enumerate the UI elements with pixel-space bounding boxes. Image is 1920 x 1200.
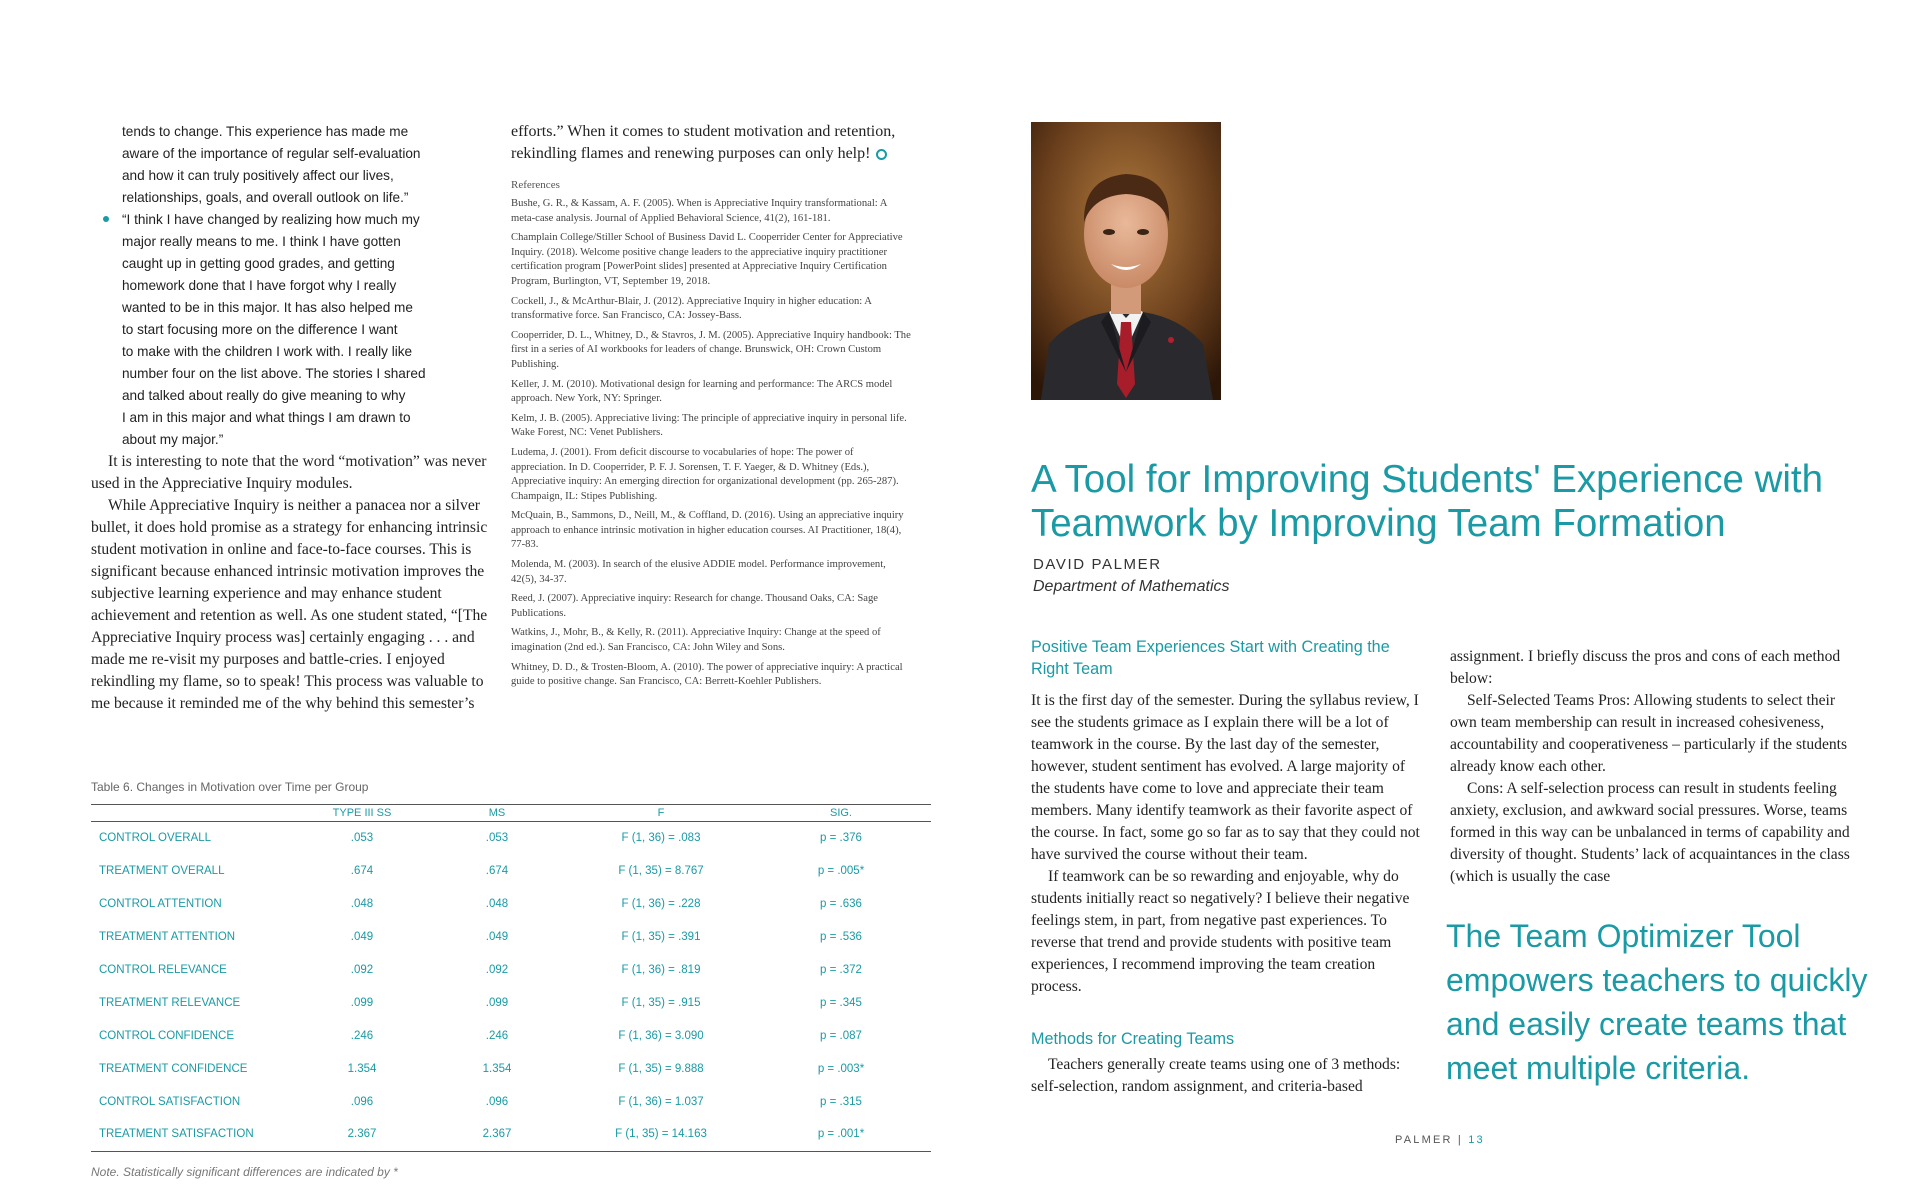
section-heading: Positive Team Experiences Start with Creating the Right Team bbox=[1031, 638, 1390, 678]
pull-quote-line: and easily create teams that bbox=[1446, 1006, 1847, 1042]
quote-line: “I think I have changed by realizing how much my bbox=[122, 212, 420, 227]
table-cell: .053 bbox=[350, 832, 374, 845]
column-header: SIG. bbox=[751, 805, 931, 822]
section-heading: Methods for Creating Teams bbox=[1031, 1030, 1235, 1048]
quote-line: major really means to me. I think I have gotten bbox=[122, 234, 401, 249]
quote-line: to make with the children I work with. I really like bbox=[122, 344, 413, 359]
table-cell: TREATMENT RELEVANCE bbox=[99, 996, 241, 1009]
column-header: F bbox=[571, 805, 751, 822]
table-note: Note. Statistically significant differences are indicated by * bbox=[91, 1164, 398, 1179]
table-cell: .674 bbox=[350, 865, 374, 878]
table-cell: 1.354 bbox=[347, 1062, 377, 1075]
body-paragraph: It is the first day of the semester. During the syllabus review, I see the students grimace as I explain there will be a lot of teamwork in the course. By the last day of the semester, however, student sentiment has evolved. A large majority of the students have come to love and appreciate their team members. Many identify teamwork as their favorite aspect of the course. In fact, some go so far as to say that they could not have survived the course without their team. bbox=[1031, 692, 1420, 863]
author-portrait bbox=[1031, 122, 1221, 400]
body-paragraph: It is interesting to note that the word “motivation” was never used in the Appreciative Inquiry modules. bbox=[91, 453, 487, 492]
table-cell: .053 bbox=[485, 832, 509, 845]
quote-line: homework done that I have forgot why I really bbox=[122, 278, 397, 293]
table-cell: 2.367 bbox=[423, 1118, 571, 1151]
column-header: TYPE III SS bbox=[301, 805, 423, 822]
table-caption: Table 6. Changes in Motivation over Time per Group bbox=[91, 780, 369, 794]
table-cell: F (1, 35) = 14.163 bbox=[571, 1118, 751, 1151]
table-cell: p = .345 bbox=[820, 996, 862, 1009]
reference-item: Reed, J. (2007). Appreciative inquiry: Research for change. Thousand Oaks, CA: Sage Publications. bbox=[511, 593, 878, 619]
table-header-row bbox=[91, 805, 931, 822]
table-row bbox=[91, 1085, 931, 1118]
table-cell: TREATMENT CONFIDENCE bbox=[99, 1062, 248, 1075]
table-row bbox=[91, 855, 931, 888]
reference-item: Kelm, J. B. (2005). Appreciative living: The principle of appreciative inquiry in personal life. Wake Forest, NC: Venet Publishers. bbox=[511, 412, 907, 439]
quote-line: and talked about really do give meaning to why bbox=[122, 388, 406, 403]
quote-line: and how it can truly positively affect our lives, bbox=[122, 168, 394, 183]
table-cell: .246 bbox=[350, 1029, 374, 1042]
reference-item: Whitney, D. D., & Trosten-Bloom, A. (2010). The power of appreciative inquiry: A practical guide to positive change. San Francisco, CA: Berrett-Koehler Publishers. bbox=[511, 661, 903, 688]
student-quote-2 bbox=[91, 209, 489, 451]
body-paragraph: If teamwork can be so rewarding and enjoyable, why do students initially react so negatively? I believe their negative feelings stem, in part, from negative past experiences. To reverse that trend and provide students with positive team experiences, I recommend improving the team creation process. bbox=[1031, 868, 1410, 995]
footer-separator: | bbox=[1457, 1134, 1463, 1146]
pull-quote-line: meet multiple criteria. bbox=[1446, 1050, 1751, 1086]
table-6 bbox=[91, 780, 931, 1179]
table-cell: .092 bbox=[350, 964, 374, 976]
table-cell: p = .087 bbox=[820, 1029, 862, 1042]
column-header: MS bbox=[423, 805, 571, 822]
article-title: A Tool for Improving Students' Experience with Teamwork by Improving Team Formation bbox=[1031, 458, 1824, 545]
table-cell: F (1, 35) = 8.767 bbox=[618, 865, 704, 878]
table-cell: CONTROL OVERALL bbox=[99, 832, 212, 845]
table-cell: p = .636 bbox=[820, 898, 862, 911]
table-cell: .099 bbox=[350, 996, 374, 1009]
table-cell: .049 bbox=[485, 931, 509, 944]
table-cell: F (1, 36) = .228 bbox=[621, 898, 701, 911]
quote-line: wanted to be in this major. It has also helped me bbox=[122, 300, 413, 315]
pull-quote bbox=[1446, 914, 1886, 1090]
footer-author: PALMER bbox=[1395, 1134, 1453, 1146]
reference-item: Watkins, J., Mohr, B., & Kelly, R. (2011). Appreciative Inquiry: Change at the speed of imagination (2nd ed.). San Francisco, CA: John Wiley and Sons. bbox=[511, 627, 881, 654]
table-row bbox=[91, 822, 931, 855]
reference-item: Molenda, M. (2003). In search of the elusive ADDIE model. Performance improvement, 42(5), 34-37. bbox=[511, 559, 886, 585]
author-department: Department of Mathematics bbox=[1033, 578, 1230, 595]
table-cell: .092 bbox=[485, 964, 509, 976]
table-row bbox=[91, 888, 931, 921]
author-name: DAVID PALMER bbox=[1033, 556, 1162, 573]
body-paragraph: assignment. I briefly discuss the pros and cons of each method below: bbox=[1450, 648, 1841, 687]
left-body-text bbox=[91, 451, 489, 715]
body-paragraph: Self-Selected Teams Pros: Allowing students to select their own team membership can result in increased cohesiveness, accountability and cooperativeness – particularly if the students already know each other. bbox=[1450, 692, 1848, 775]
references-list bbox=[511, 197, 911, 690]
table-cell: F (1, 36) = .083 bbox=[621, 832, 701, 845]
reference-item: Bushe, G. R., & Kassam, A. F. (2005). When is Appreciative Inquiry transformational: A meta-case analysis. Journal of Applied Behavioral Science, 41(2), 161-181. bbox=[511, 198, 887, 224]
quote-line: number four on the list above. The stories I shared bbox=[122, 366, 426, 381]
body-paragraph: Teachers generally create teams using one of 3 methods: self-selection, random assignment, and criteria-based bbox=[1031, 1056, 1401, 1095]
table-cell: 1.354 bbox=[482, 1062, 512, 1075]
quote-line: relationships, goals, and overall outlook on life.” bbox=[122, 190, 409, 205]
body-paragraph: While Appreciative Inquiry is neither a panacea nor a silver bullet, it does hold promise as a strategy for enhancing intrinsic student motivation in online and face-to-face courses. This is significant because enhanced intrinsic motivation improves the subjective learning experience and may enhance student achievement and retention as well. As one student stated, “[The Appreciative Inquiry process was] certainly engaging . . . and made me re-visit my purposes and battle-cries. I enjoyed rekindling my flame, so to speak! This process was valuable to me because it reminded me of the why behind this semester’s bbox=[91, 497, 488, 712]
reference-item: Ludema, J. (2001). From deficit discourse to vocabularies of hope: The power of appreciation. In D. Cooperrider, P. F. J. Sorensen, T. F. Yaeger, & D. Whitney (Eds.), Appreciative inquiry: An emerging direction for organizational development (pp. 265-287). Champaign, IL: Stipes Publishing. bbox=[511, 446, 899, 502]
table-cell: p = .376 bbox=[820, 832, 862, 845]
table-cell: F (1, 35) = .915 bbox=[621, 996, 701, 1009]
table-cell: 2.367 bbox=[301, 1118, 423, 1151]
reference-item: Champlain College/Stiller School of Business David L. Cooperrider Center for Appreciative Inquiry. (2018). Welcome positive change leaders to the appreciative inquiry practitioner certification program [PowerPoint slides] presented at Appreciative Inquiry Certification Program, Burlington, VT, September 19, 2018. bbox=[511, 232, 903, 287]
continuation-text: efforts.” When it comes to student motivation and retention, rekindling flames and renewing purposes can only help! bbox=[511, 123, 896, 162]
table-cell: CONTROL RELEVANCE bbox=[99, 964, 227, 976]
table-cell: .099 bbox=[485, 996, 509, 1009]
table-cell: .246 bbox=[485, 1029, 509, 1042]
table-cell: .048 bbox=[350, 898, 374, 911]
continuation-paragraph bbox=[511, 121, 911, 165]
table-cell: p = .372 bbox=[820, 964, 862, 976]
body-paragraph: Cons: A self-selection process can result in students feeling anxiety, exclusion, and awkward social pressures. Worse, teams formed in this way can be unbalanced in terms of capability and diversity of thought. Students’ lack of acquaintances in the class (which is usually the case bbox=[1450, 780, 1850, 885]
quote-line: I am in this major and what things I am drawn to bbox=[122, 410, 411, 425]
table-row bbox=[91, 954, 931, 987]
bullet-icon bbox=[103, 216, 109, 222]
quote-line: to start focusing more on the difference I want bbox=[122, 322, 398, 337]
table-cell: CONTROL ATTENTION bbox=[99, 898, 222, 911]
table-cell: F (1, 36) = .819 bbox=[621, 964, 701, 976]
table-row bbox=[91, 986, 931, 1019]
quote-line: about my major.” bbox=[122, 432, 224, 447]
table-row bbox=[91, 921, 931, 954]
pull-quote-line: The Team Optimizer Tool bbox=[1446, 918, 1801, 954]
end-mark-icon bbox=[876, 149, 887, 160]
table-cell: F (1, 35) = .391 bbox=[621, 931, 701, 944]
left-column bbox=[91, 121, 489, 715]
table-cell: .048 bbox=[485, 898, 509, 911]
table-cell: F (1, 36) = 1.037 bbox=[618, 1095, 704, 1108]
motivation-table bbox=[91, 804, 931, 1152]
table-cell: p = .001* bbox=[751, 1118, 931, 1151]
middle-column bbox=[511, 121, 911, 695]
table-cell: .049 bbox=[350, 931, 374, 944]
page-footer bbox=[1395, 1134, 1485, 1146]
reference-item: Cockell, J., & McArthur-Blair, J. (2012). Appreciative Inquiry in higher education: A transformative force. San Francisco, CA: Jossey-Bass. bbox=[511, 295, 872, 322]
table-cell: TREATMENT ATTENTION bbox=[99, 931, 236, 944]
table-row bbox=[91, 1019, 931, 1052]
quote-line: caught up in getting good grades, and getting bbox=[122, 256, 395, 271]
article-column-2 bbox=[1450, 646, 1850, 888]
page-number: 13 bbox=[1468, 1134, 1485, 1146]
table-cell: .096 bbox=[485, 1095, 509, 1108]
column-header bbox=[91, 805, 301, 822]
table-cell: p = .536 bbox=[820, 931, 862, 944]
quote-line: aware of the importance of regular self-evaluation bbox=[122, 146, 421, 161]
table-cell: CONTROL CONFIDENCE bbox=[99, 1029, 235, 1042]
student-quote-1 bbox=[91, 121, 489, 209]
table-cell: CONTROL SATISFACTION bbox=[99, 1095, 241, 1108]
references-heading: References bbox=[511, 179, 560, 191]
table-cell: F (1, 35) = 9.888 bbox=[618, 1062, 704, 1075]
table-cell: .096 bbox=[350, 1095, 374, 1108]
reference-item: Keller, J. M. (2010). Motivational design for learning and performance: The ARCS model approach. New York, NY: Springer. bbox=[511, 378, 893, 405]
quote-line: tends to change. This experience has made me bbox=[122, 124, 409, 139]
table-cell: p = .003* bbox=[817, 1062, 865, 1075]
table-cell: TREATMENT OVERALL bbox=[99, 865, 225, 878]
pull-quote-line: empowers teachers to quickly bbox=[1446, 962, 1868, 998]
table-cell: .674 bbox=[485, 865, 509, 878]
table-cell: F (1, 36) = 3.090 bbox=[618, 1029, 704, 1042]
reference-item: Cooperrider, D. L., Whitney, D., & Stavros, J. M. (2005). Appreciative Inquiry handbook: The first in a series of AI workbooks for leaders of change. Brunswick, OH: Crown Custom Publishing. bbox=[511, 329, 911, 370]
reference-item: McQuain, B., Sammons, D., Neill, M., & Coffland, D. (2016). Using an appreciative inquiry approach to enhance intrinsic motivation in higher education courses. AI Practitioner, 18(4), 77-83. bbox=[511, 510, 904, 551]
article-column-1 bbox=[1031, 636, 1427, 1098]
table-cell: p = .315 bbox=[820, 1095, 862, 1108]
table-row bbox=[91, 1052, 931, 1085]
table-cell: TREATMENT SATISFACTION bbox=[91, 1118, 301, 1151]
table-cell: p = .005* bbox=[817, 865, 865, 878]
table-row bbox=[91, 1118, 931, 1151]
